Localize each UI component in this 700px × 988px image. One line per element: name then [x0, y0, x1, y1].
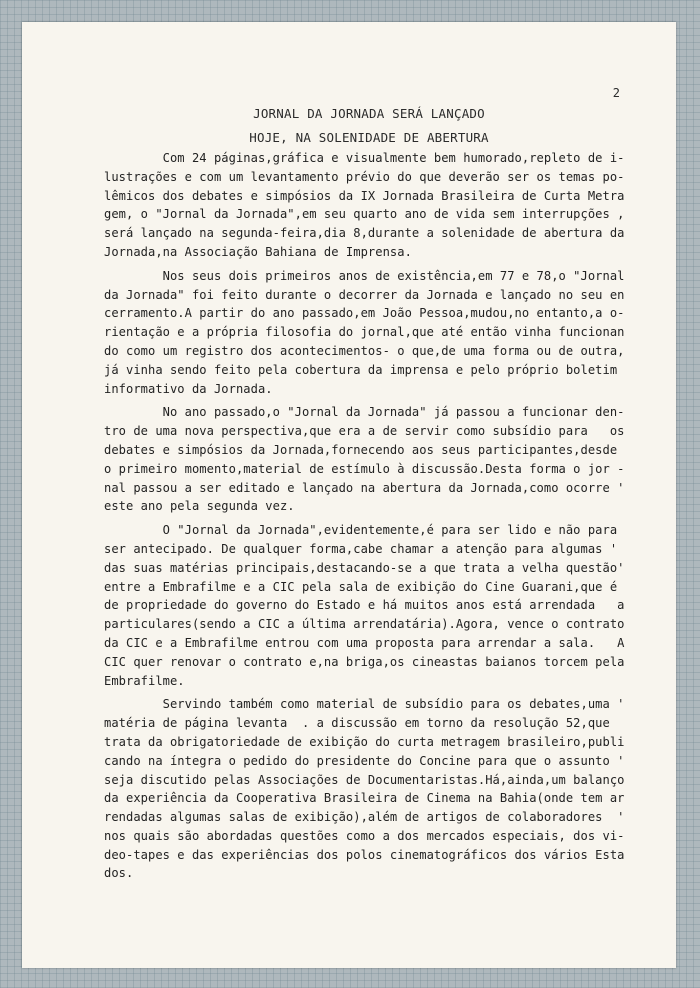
document-page	[22, 22, 676, 968]
text-line: da Jornada" foi feito durante o decorrer da Jornada e lançado no seu en	[104, 287, 625, 302]
document-body	[104, 149, 664, 883]
title-line-2: HOJE, NA SOLENIDADE DE ABERTURA	[249, 130, 489, 145]
text-line: Jornada,na Associação Bahiana de Imprensa.	[104, 244, 412, 259]
text-line: lêmicos dos debates e simpósios da IX Jornada Brasileira de Curta Metra	[104, 188, 625, 203]
text-line: tro de uma nova perspectiva,que era a de servir como subsídio para os	[104, 424, 625, 439]
text-line: CIC quer renovar o contrato e,na briga,os cineastas baianos torcem pela	[104, 654, 625, 669]
text-line: Com 24 páginas,gráfica e visualmente bem humorado,repleto de i-	[104, 151, 625, 165]
text-line: dos.	[104, 866, 134, 881]
text-line: da experiência da Cooperativa Brasileira de Cinema na Bahia(onde tem ar	[104, 791, 625, 806]
text-line: Servindo também como material de subsídio para os debates,uma '	[104, 697, 625, 712]
text-line: o primeiro momento,material de estímulo à discussão.Desta forma o jor -	[104, 461, 625, 476]
text-line: das suas matérias principais,destacando-se a que trata a velha questão'	[104, 560, 625, 575]
text-line: seja discutido pelas Associações de Documentaristas.Há,ainda,um balanço	[104, 772, 625, 787]
text-line: do como um registro dos acontecimentos- o que,de uma forma ou de outra,	[104, 343, 625, 358]
text-line: nos quais são abordadas questões como a dos mercados especiais, dos vi-	[104, 828, 625, 843]
title-line-1: JORNAL DA JORNADA SERÁ LANÇADO	[253, 106, 485, 121]
text-line: cerramento.A partir do ano passado,em João Pessoa,mudou,no entanto,a o-	[104, 306, 625, 321]
text-line: de propriedade do governo do Estado e há muitos anos está arrendada a	[104, 598, 625, 613]
text-line: cando na íntegra o pedido do presidente do Concine para que o assunto '	[104, 753, 625, 768]
text-line: deo-tapes e das experiências dos polos cinematográficos dos vários Esta	[104, 847, 625, 862]
text-line: matéria de página levanta . a discussão em torno da resolução 52,que	[104, 716, 610, 731]
text-line: será lançado na segunda-feira,dia 8,durante a solenidade de abertura da	[104, 226, 625, 241]
text-line: rendadas algumas salas de exibição),além de artigos de colaboradores '	[104, 810, 625, 825]
text-line: No ano passado,o "Jornal da Jornada" já passou a funcionar den-	[104, 405, 625, 420]
text-line: lustrações e com um levantamento prévio do que deverão ser os temas po-	[104, 169, 625, 184]
text-line: nal passou a ser editado e lançado na abertura da Jornada,como ocorre '	[104, 480, 625, 495]
text-line: entre a Embrafilme e a CIC pela sala de exibição do Cine Guarani,que é	[104, 579, 618, 594]
text-line: Nos seus dois primeiros anos de existência,em 77 e 78,o "Jornal	[104, 268, 625, 283]
text-line: informativo da Jornada.	[104, 381, 273, 396]
text-line: Embrafilme.	[104, 673, 185, 688]
text-line: já vinha sendo feito pela cobertura da imprensa e pelo próprio boletim	[104, 362, 618, 377]
text-line: trata da obrigatoriedade de exibição do curta metragem brasileiro,publi	[104, 734, 625, 749]
text-line: O "Jornal da Jornada",evidentemente,é para ser lido e não para	[104, 523, 618, 538]
text-line: ser antecipado. De qualquer forma,cabe chamar a atenção para algumas '	[104, 541, 618, 556]
text-line: particulares(sendo a CIC a última arrendatária).Agora, vence o contrato	[104, 617, 625, 632]
text-line: debates e simpósios da Jornada,fornecendo aos seus participantes,desde	[104, 442, 618, 457]
text-line: gem, o "Jornal da Jornada",em seu quarto ano de vida sem interrupções ,	[104, 207, 625, 222]
text-line: rientação e a própria filosofia do jornal,que até então vinha funcionan	[104, 325, 625, 340]
document-title	[22, 102, 676, 150]
text-line: este ano pela segunda vez.	[104, 499, 295, 514]
text-line: da CIC e a Embrafilme entrou com uma proposta para arrendar a sala. A	[104, 635, 625, 650]
page-number: 2	[612, 86, 620, 100]
